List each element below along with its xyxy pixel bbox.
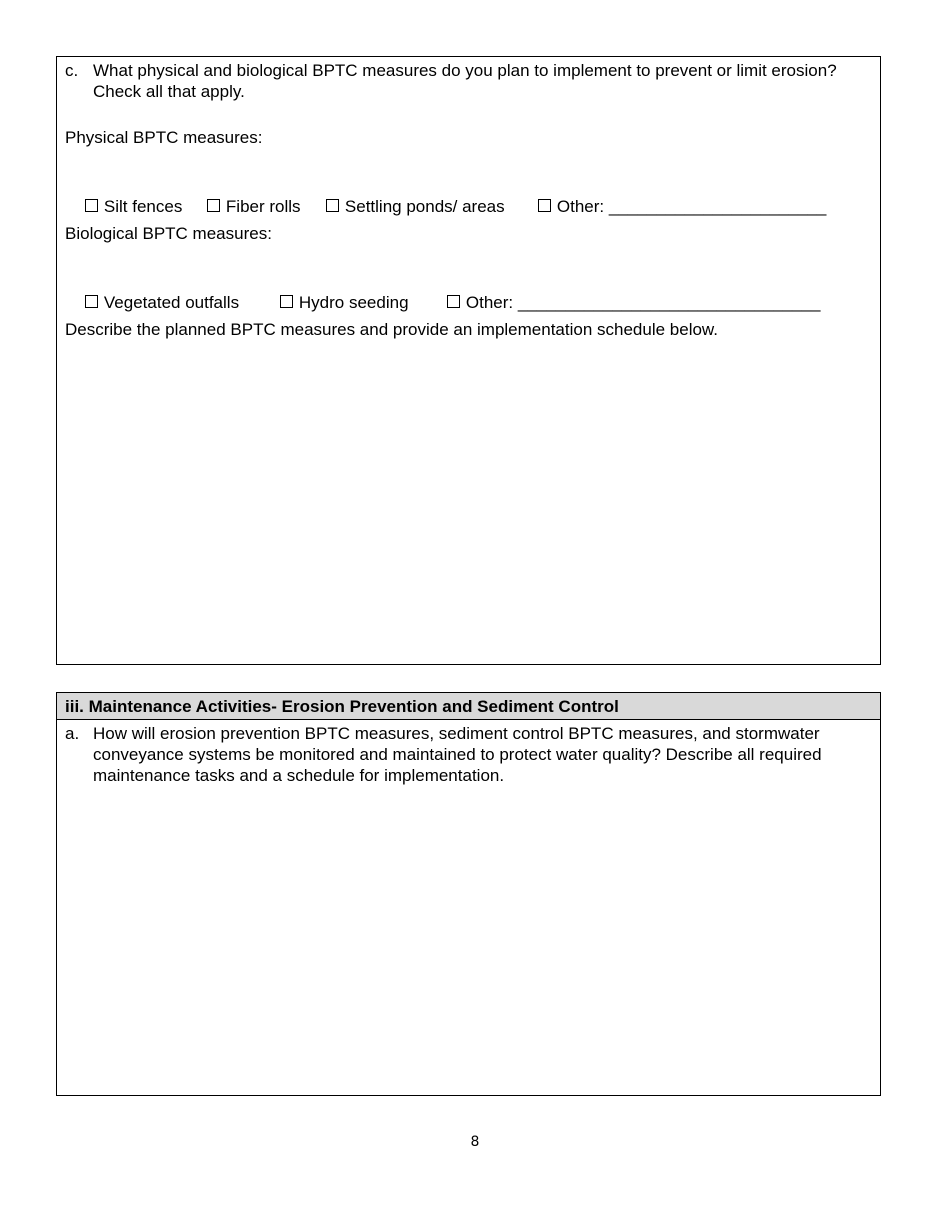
question-c	[65, 60, 868, 102]
page-number: 8	[470, 1134, 480, 1150]
checkbox-icon[interactable]	[85, 295, 98, 308]
option-label: Fiber rolls	[225, 197, 301, 216]
checkbox-icon[interactable]	[447, 295, 460, 308]
physical-option-other[interactable]	[519, 175, 826, 238]
option-label: Hydro seeding	[298, 293, 409, 312]
section-c-response-area[interactable]	[65, 349, 872, 656]
question-a-marker: a.	[65, 724, 80, 743]
question-a-text: How will erosion prevention BPTC measures, sediment control BPTC measures, and stormwater conveyance systems be monitored and maintained to protect water quality? Describe all required maintenance tasks and a schedule for implementation.	[93, 724, 822, 785]
checkbox-icon[interactable]	[280, 295, 293, 308]
maintenance-activities-box	[56, 692, 881, 1096]
question-c-text: What physical and biological BPTC measures do you plan to implement to prevent or limit erosion? Check all that apply.	[93, 61, 837, 101]
physical-measures-heading: Physical BPTC measures:	[65, 128, 263, 147]
section-iii-response-area[interactable]	[65, 793, 872, 1087]
biological-measures-heading: Biological BPTC measures:	[65, 224, 272, 243]
erosion-measures-box	[56, 56, 881, 665]
option-label: Silt fences	[103, 197, 183, 216]
describe-prompt: Describe the planned BPTC measures and provide an implementation schedule below.	[65, 320, 718, 339]
section-title: iii. Maintenance Activities- Erosion Prevention and Sediment Control	[65, 697, 619, 716]
option-label: Settling ponds/ areas	[344, 197, 505, 216]
option-label: Vegetated outfalls	[103, 293, 240, 312]
question-a	[65, 723, 868, 786]
option-label: Other: _______________________	[556, 197, 827, 216]
checkbox-icon[interactable]	[326, 199, 339, 212]
checkbox-icon[interactable]	[85, 199, 98, 212]
physical-option-settling-ponds[interactable]	[307, 175, 505, 238]
checkbox-icon[interactable]	[207, 199, 220, 212]
section-header	[57, 693, 880, 720]
checkbox-icon[interactable]	[538, 199, 551, 212]
question-c-marker: c.	[65, 61, 79, 80]
option-label: Other: ________________________________	[465, 293, 821, 312]
